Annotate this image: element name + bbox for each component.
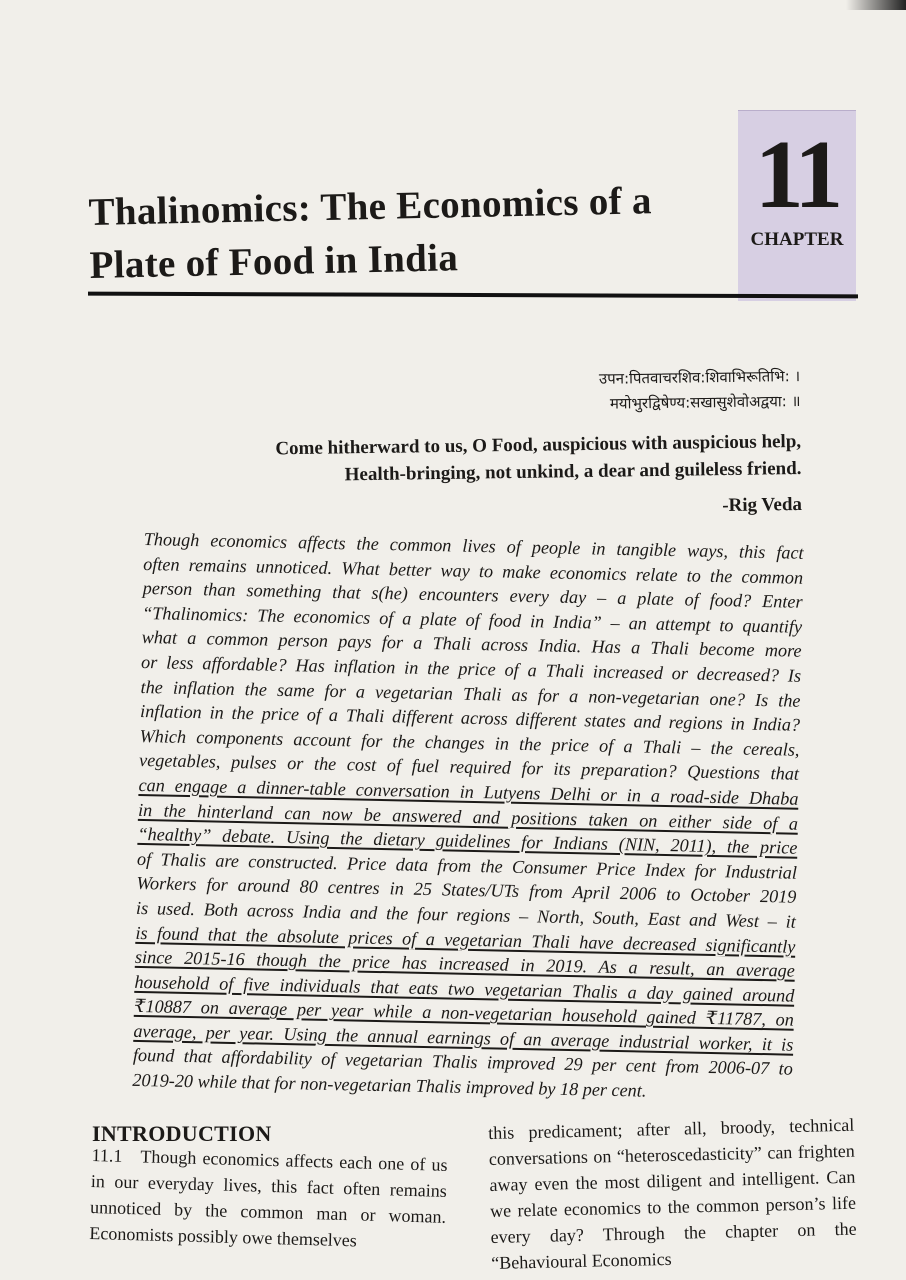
abstract-line: Workers for around 80 centres in 25 States/UTs from April 2006 to October 2019 — [136, 873, 797, 908]
abstract-line-underlined: is found that the absolute prices of a vegetarian Thali have decreased significantly — [135, 922, 796, 957]
abstract-line: the inflation the same for a vegetarian Thali as for a non-vegetarian one? Is the — [140, 676, 801, 711]
chapter-title-line-1: Thalinomics: The Economics of a — [88, 179, 653, 235]
abstract-line-underlined: ₹10887 on average per year while a non-vegetarian household gained ₹11787, on — [133, 996, 795, 1030]
chapter-number: 11 — [754, 121, 840, 229]
abstract-line: often remains unnoticed. What better way to make economics relate to the common — [143, 553, 804, 588]
sanskrit-verse-line-1: उपन:पितवाचरशिव:शिवाभिरूतिभि: । — [598, 366, 801, 388]
chapter-title-line-2: Plate of Food in India — [89, 236, 459, 288]
abstract-line-underlined: since 2015-16 though the price has increased in 2019. As a result, an average — [134, 947, 796, 981]
abstract-line: of Thalis are constructed. Price data from the Consumer Price Index for Industrial — [136, 848, 798, 883]
chapter-abstract — [132, 527, 804, 1106]
abstract-line: vegetables, pulses or the cost of fuel required for its preparation? Questions that — [138, 750, 800, 785]
epigraph-attribution: -Rig Veda — [722, 493, 803, 517]
chapter-label: CHAPTER — [750, 229, 844, 250]
abstract-line: Though economics affects the common lives of people in tangible ways, this fact — [143, 528, 804, 563]
abstract-line: Which components account for the changes in the price of a Thali – the cereals, — [139, 725, 800, 760]
chapter-title — [88, 173, 730, 292]
abstract-line-underlined: in the hinterland can now be answered and positions taken on either side of a — [137, 799, 799, 834]
abstract-line: what a common person pays for a Thali across India. Has a Thali become more — [141, 627, 802, 662]
intro-right-column — [488, 1112, 857, 1276]
abstract-line-underlined: average, per year. Using the annual earnings of an average industrial worker, it is — [133, 1020, 794, 1055]
paragraph-number: 11.1 — [91, 1144, 123, 1166]
abstract-line: 2019-20 while that for non-vegetarian Thalis improved by 18 per cent. — [132, 1069, 647, 1101]
abstract-line: inflation in the price of a Thali different across different states and regions in India? — [139, 701, 801, 735]
abstract-line: “Thalinomics: The economics of a plate of food in India” – an attempt to quantify — [141, 602, 803, 637]
abstract-line: found that affordability of vegetarian Thalis improved 29 per cent from 2006-07 to — [132, 1045, 793, 1080]
sanskrit-verse-line-2: मयोभुरद्विषेण्य:सखासुशेवोअद्वया: ॥ — [609, 391, 801, 413]
translation-line-1: Come hitherward to us, O Food, auspicious with auspicious help, — [275, 430, 802, 460]
intro-left-text: Though economics affects each one of us in our everyday lives, this fact often remains unnoticed by the common man or woman. Economists possibly owe themselves — [89, 1146, 448, 1251]
epigraph — [200, 364, 802, 524]
intro-left-column — [89, 1142, 448, 1256]
abstract-line-underlined: “healthy” debate. Using the dietary guidelines for Indians (NIN, 2011), the price — [137, 824, 798, 858]
intro-right-text: this predicament; after all, broody, technical conversations on “heteroscedasticity” can frighten away even the most diligent and intelligent. Can we relate economics to the common person’s life every day? Through the chapter on the “Behavioural Economics — [488, 1114, 857, 1273]
page-corner-shadow — [846, 0, 906, 10]
abstract-line-underlined: can engage a dinner-table conversation in Lutyens Delhi or in a road-side Dhaba — [138, 774, 799, 809]
abstract-line: is used. Both across India and the four regions – North, South, East and West – it — [135, 897, 797, 932]
epigraph-translation — [201, 428, 802, 490]
translation-line-2: Health-bringing, not unkind, a dear and guileless friend. — [344, 457, 802, 486]
abstract-line: person than something that s(he) encounters every day – a plate of food? Enter — [142, 578, 803, 612]
abstract-line: or less affordable? Has inflation in the price of a Thali increased or decreased? Is — [140, 651, 802, 686]
abstract-line-underlined: household of five individuals that eats two vegetarian Thalis a day gained around — [134, 971, 795, 1006]
section-heading-introduction: INTRODUCTION — [92, 1121, 272, 1147]
chapter-badge — [738, 110, 856, 301]
